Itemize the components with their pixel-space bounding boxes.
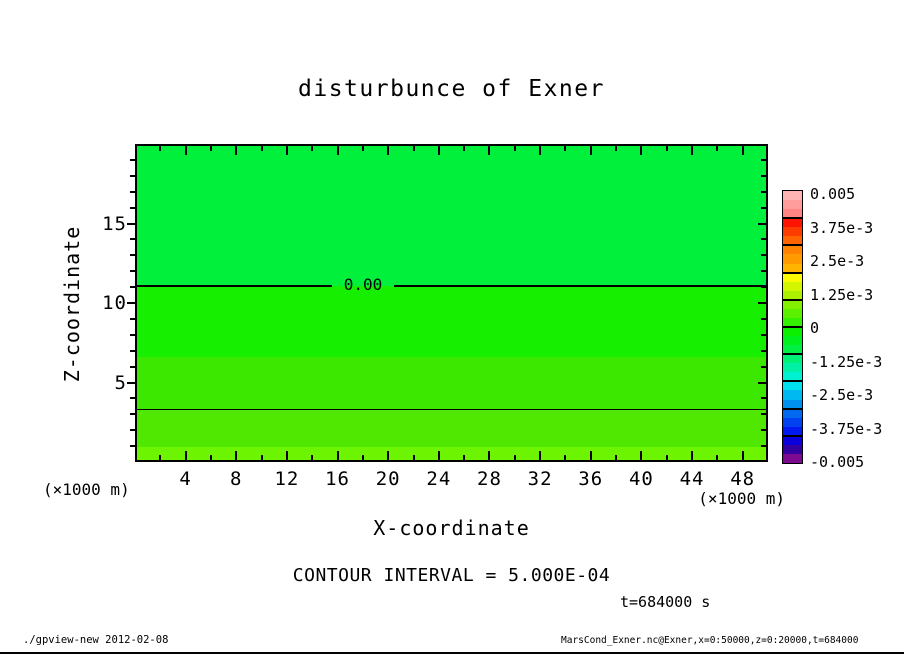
z-minor-tick-left <box>130 445 135 447</box>
colorbar-separator <box>783 353 802 355</box>
x-major-tick-bottom <box>742 451 744 460</box>
footer-command-text: ./gpview-new 2012-02-08 <box>23 634 169 646</box>
z-tick-label: 15 <box>102 212 127 235</box>
z-minor-tick-right <box>761 334 766 336</box>
x-minor-tick-bottom <box>564 455 566 460</box>
x-major-tick-top <box>640 146 642 155</box>
x-minor-tick-bottom <box>311 455 313 460</box>
footer-source-text: MarsCond_Exner.nc@Exner,x=0:50000,z=0:20000,t=684000 <box>561 635 859 646</box>
z-minor-tick-right <box>761 175 766 177</box>
x-major-tick-top <box>539 146 541 155</box>
time-annotation: t=684000 s <box>620 593 711 611</box>
x-major-tick-bottom <box>337 451 339 460</box>
colorbar-separator <box>783 244 802 246</box>
x-major-tick-bottom <box>590 451 592 460</box>
z-minor-tick-left <box>130 397 135 399</box>
z-minor-tick-left <box>130 350 135 352</box>
x-axis-unit: (×1000 m) <box>698 489 785 508</box>
colorbar-label: 1.25e-3 <box>810 285 874 304</box>
z-minor-tick-left <box>130 254 135 256</box>
z-minor-tick-left <box>130 366 135 368</box>
z-minor-tick-right <box>761 238 766 240</box>
x-minor-tick-top <box>716 146 718 151</box>
x-minor-tick-top <box>615 146 617 151</box>
x-major-tick-bottom <box>185 451 187 460</box>
plot-area <box>43 144 785 540</box>
colorbar-label: 0 <box>810 319 820 337</box>
colorbar-label: 2.5e-3 <box>810 252 865 270</box>
x-minor-tick-top <box>463 146 465 151</box>
x-tick-label: 32 <box>527 468 553 490</box>
z-tick-label: 5 <box>114 371 127 394</box>
z-major-tick-left <box>127 302 135 304</box>
x-tick-label: 4 <box>179 468 192 490</box>
z-minor-tick-right <box>761 159 766 161</box>
colorbar-label: -0.005 <box>810 453 865 471</box>
x-tick-label: 36 <box>578 468 604 490</box>
x-minor-tick-top <box>666 146 668 151</box>
colorbar-swatches <box>783 191 802 463</box>
z-minor-tick-left <box>130 429 135 431</box>
x-tick-label: 40 <box>628 468 654 490</box>
z-minor-tick-left <box>130 318 135 320</box>
x-minor-tick-top <box>261 146 263 151</box>
contour-label: 0.00 <box>332 275 394 295</box>
z-minor-tick-right <box>761 397 766 399</box>
z-minor-tick-right <box>761 429 766 431</box>
z-major-tick-right <box>758 223 766 225</box>
z-tick-label: 10 <box>102 292 127 314</box>
x-minor-tick-bottom <box>463 455 465 460</box>
x-minor-tick-bottom <box>261 455 263 460</box>
z-major-tick-right <box>758 382 766 384</box>
x-minor-tick-top <box>413 146 415 151</box>
x-major-tick-top <box>185 146 187 155</box>
z-minor-tick-right <box>761 413 766 415</box>
z-major-tick-left <box>127 382 135 384</box>
colorbar-label: 0.005 <box>810 185 856 203</box>
x-tick-label: 16 <box>325 468 350 490</box>
z-minor-tick-left <box>130 413 135 415</box>
colorbar-label: 3.75e-3 <box>810 218 874 237</box>
x-tick-label: 48 <box>730 468 756 490</box>
x-minor-tick-bottom <box>666 455 668 460</box>
z-minor-tick-left <box>130 286 135 288</box>
x-major-tick-bottom <box>539 451 541 460</box>
z-minor-tick-left <box>130 191 135 193</box>
z-major-tick-left <box>127 223 135 225</box>
colorbar-separator <box>783 217 802 219</box>
x-minor-tick-top <box>514 146 516 151</box>
z-minor-tick-left <box>130 334 135 336</box>
z-minor-tick-right <box>761 318 766 320</box>
x-tick-label: 20 <box>375 468 401 490</box>
x-major-tick-bottom <box>387 451 389 460</box>
x-minor-tick-top <box>564 146 566 151</box>
colorbar-label: -1.25e-3 <box>810 352 883 371</box>
colorbar <box>783 185 883 471</box>
z-minor-tick-right <box>761 270 766 272</box>
chart-title: disturbunce of Exner <box>298 76 605 102</box>
x-major-tick-top <box>387 146 389 155</box>
x-major-tick-top <box>590 146 592 155</box>
x-minor-tick-bottom <box>514 455 516 460</box>
z-axis-title: Z-coordinate <box>60 225 84 383</box>
z-minor-tick-left <box>130 175 135 177</box>
tick-layer <box>135 144 768 462</box>
z-major-tick-right <box>758 302 766 304</box>
x-minor-tick-bottom <box>716 455 718 460</box>
colorbar-separator <box>783 272 802 274</box>
colorbar-step <box>783 454 802 464</box>
x-major-tick-top <box>286 146 288 155</box>
z-minor-tick-left <box>130 238 135 240</box>
x-tick-label: 12 <box>274 468 300 490</box>
z-minor-tick-right <box>761 207 766 209</box>
x-major-tick-bottom <box>691 451 693 460</box>
colorbar-separator <box>783 326 802 328</box>
z-minor-tick-right <box>761 350 766 352</box>
x-minor-tick-top <box>362 146 364 151</box>
x-minor-tick-bottom <box>362 455 364 460</box>
x-major-tick-top <box>691 146 693 155</box>
x-major-tick-top <box>337 146 339 155</box>
x-major-tick-top <box>438 146 440 155</box>
x-major-tick-top <box>742 146 744 155</box>
x-minor-tick-bottom <box>159 455 161 460</box>
colorbar-separator <box>783 299 802 301</box>
x-major-tick-top <box>235 146 237 155</box>
x-major-tick-bottom <box>640 451 642 460</box>
x-minor-tick-bottom <box>210 455 212 460</box>
x-major-tick-top <box>488 146 490 155</box>
colorbar-label: -2.5e-3 <box>810 386 874 404</box>
z-minor-tick-right <box>761 254 766 256</box>
x-tick-label: 24 <box>426 468 452 490</box>
z-minor-tick-right <box>761 286 766 288</box>
x-tick-label: 44 <box>679 468 705 490</box>
contour-interval-note: CONTOUR INTERVAL = 5.000E-04 <box>292 565 611 586</box>
colorbar-separator <box>783 408 802 410</box>
x-major-tick-bottom <box>286 451 288 460</box>
z-minor-tick-left <box>130 270 135 272</box>
x-minor-tick-top <box>159 146 161 151</box>
x-major-tick-bottom <box>488 451 490 460</box>
z-minor-tick-left <box>130 159 135 161</box>
colorbar-label: -3.75e-3 <box>810 419 883 438</box>
z-minor-tick-right <box>761 191 766 193</box>
x-major-tick-bottom <box>438 451 440 460</box>
x-minor-tick-top <box>311 146 313 151</box>
x-major-tick-bottom <box>235 451 237 460</box>
x-minor-tick-bottom <box>413 455 415 460</box>
x-minor-tick-top <box>210 146 212 151</box>
colorbar-separator <box>783 380 802 382</box>
z-minor-tick-right <box>761 445 766 447</box>
z-minor-tick-left <box>130 207 135 209</box>
x-axis-title: X-coordinate <box>373 516 530 540</box>
x-tick-label: 28 <box>477 468 502 490</box>
x-minor-tick-bottom <box>615 455 617 460</box>
colorbar-separator <box>783 435 802 437</box>
z-axis-unit: (×1000 m) <box>43 480 130 499</box>
z-minor-tick-right <box>761 366 766 368</box>
x-tick-label: 8 <box>230 468 243 490</box>
